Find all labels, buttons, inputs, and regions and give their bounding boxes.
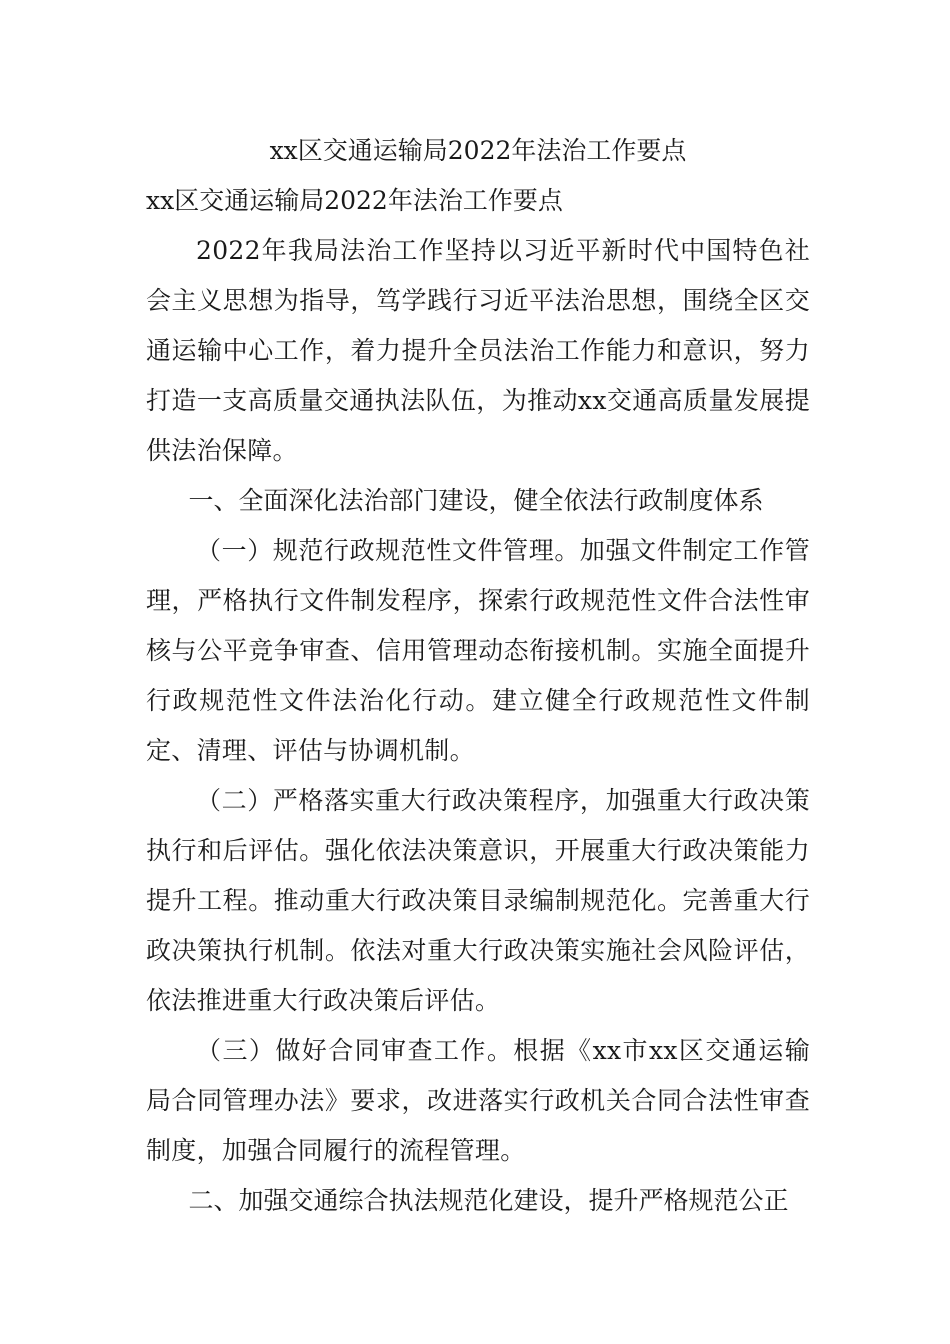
document-title: xx区交通运输局2022年法治工作要点 [269,136,687,165]
intro-paragraph: 2022年我局法治工作坚持以习近平新时代中国特色社会主义思想为指导，笃学践行习近平法治思想，围绕全区交通运输中心工作，着力提升全员法治工作能力和意识，努力打造一支高质量交通执法队伍，为推动xx交通高质量发展提供法治保障。 [146,236,810,465]
section-2-heading: 二、加强交通综合执法规范化建设，提升严格规范公正 [188,1186,789,1215]
item-3-paragraph: （三）做好合同审查工作。根据《xx市xx区交通运输局合同管理办法》要求，改进落实行政机关合同合法性审查制度，加强合同履行的流程管理。 [146,1036,810,1165]
section-1-heading: 一、全面深化法治部门建设，健全依法行政制度体系 [188,486,764,515]
document-page [146,126,810,1226]
item-1-paragraph: （一）规范行政规范性文件管理。加强文件制定工作管理，严格执行文件制发程序，探索行政规范性文件合法性审核与公平竞争审查、信用管理动态衔接机制。实施全面提升行政规范性文件法治化行动。建立健全行政规范性文件制定、清理、评估与协调机制。 [146,536,810,765]
item-2-paragraph: （二）严格落实重大行政决策程序，加强重大行政决策执行和后评估。强化依法决策意识，开展重大行政决策能力提升工程。推动重大行政决策目录编制规范化。完善重大行政决策执行机制。依法对重大行政决策实施社会风险评估，依法推进重大行政决策后评估。 [146,786,810,1015]
document-subtitle: xx区交通运输局2022年法治工作要点 [146,186,563,215]
